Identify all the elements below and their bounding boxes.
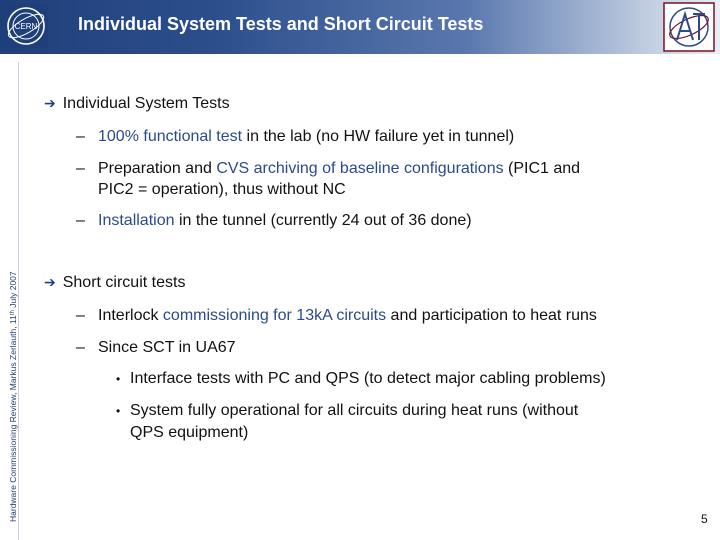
list-item: – Preparation and CVS archiving of baseline configurations (PIC1 and PIC2 = operation), thus without NC — [76, 160, 581, 198]
section1-label: Individual System Tests — [62, 95, 230, 112]
arrow-right-icon: ➔ — [44, 274, 56, 290]
sub-list-item: • Interface tests with PC and QPS (to detect major cabling problems) — [116, 370, 606, 387]
page-title: Individual System Tests and Short Circuit Tests — [78, 14, 484, 34]
side-footer-text: Hardware Commissioning Review, Markus Zerlauth, 11ᵗʰ July 2007 — [8, 271, 18, 522]
list-item: – 100% functional test in the lab (no HW failure yet in tunnel) — [76, 128, 515, 145]
list-item: – Since SCT in UA67 — [76, 339, 236, 356]
section1-heading — [44, 95, 230, 113]
page-number: 5 — [701, 512, 708, 526]
section2-heading — [44, 274, 185, 292]
sub-list-item: • System fully operational for all circuits during heat runs (without QPS equipment) — [116, 402, 579, 441]
svg-text:CERN: CERN — [14, 22, 38, 31]
arrow-right-icon: ➔ — [44, 95, 56, 111]
section2-label: Short circuit tests — [62, 274, 186, 291]
list-item: – Interlock commissioning for 13kA circuits and participation to heat runs — [76, 307, 597, 324]
list-item: – Installation in the tunnel (currently 24 out of 36 done) — [76, 212, 472, 229]
